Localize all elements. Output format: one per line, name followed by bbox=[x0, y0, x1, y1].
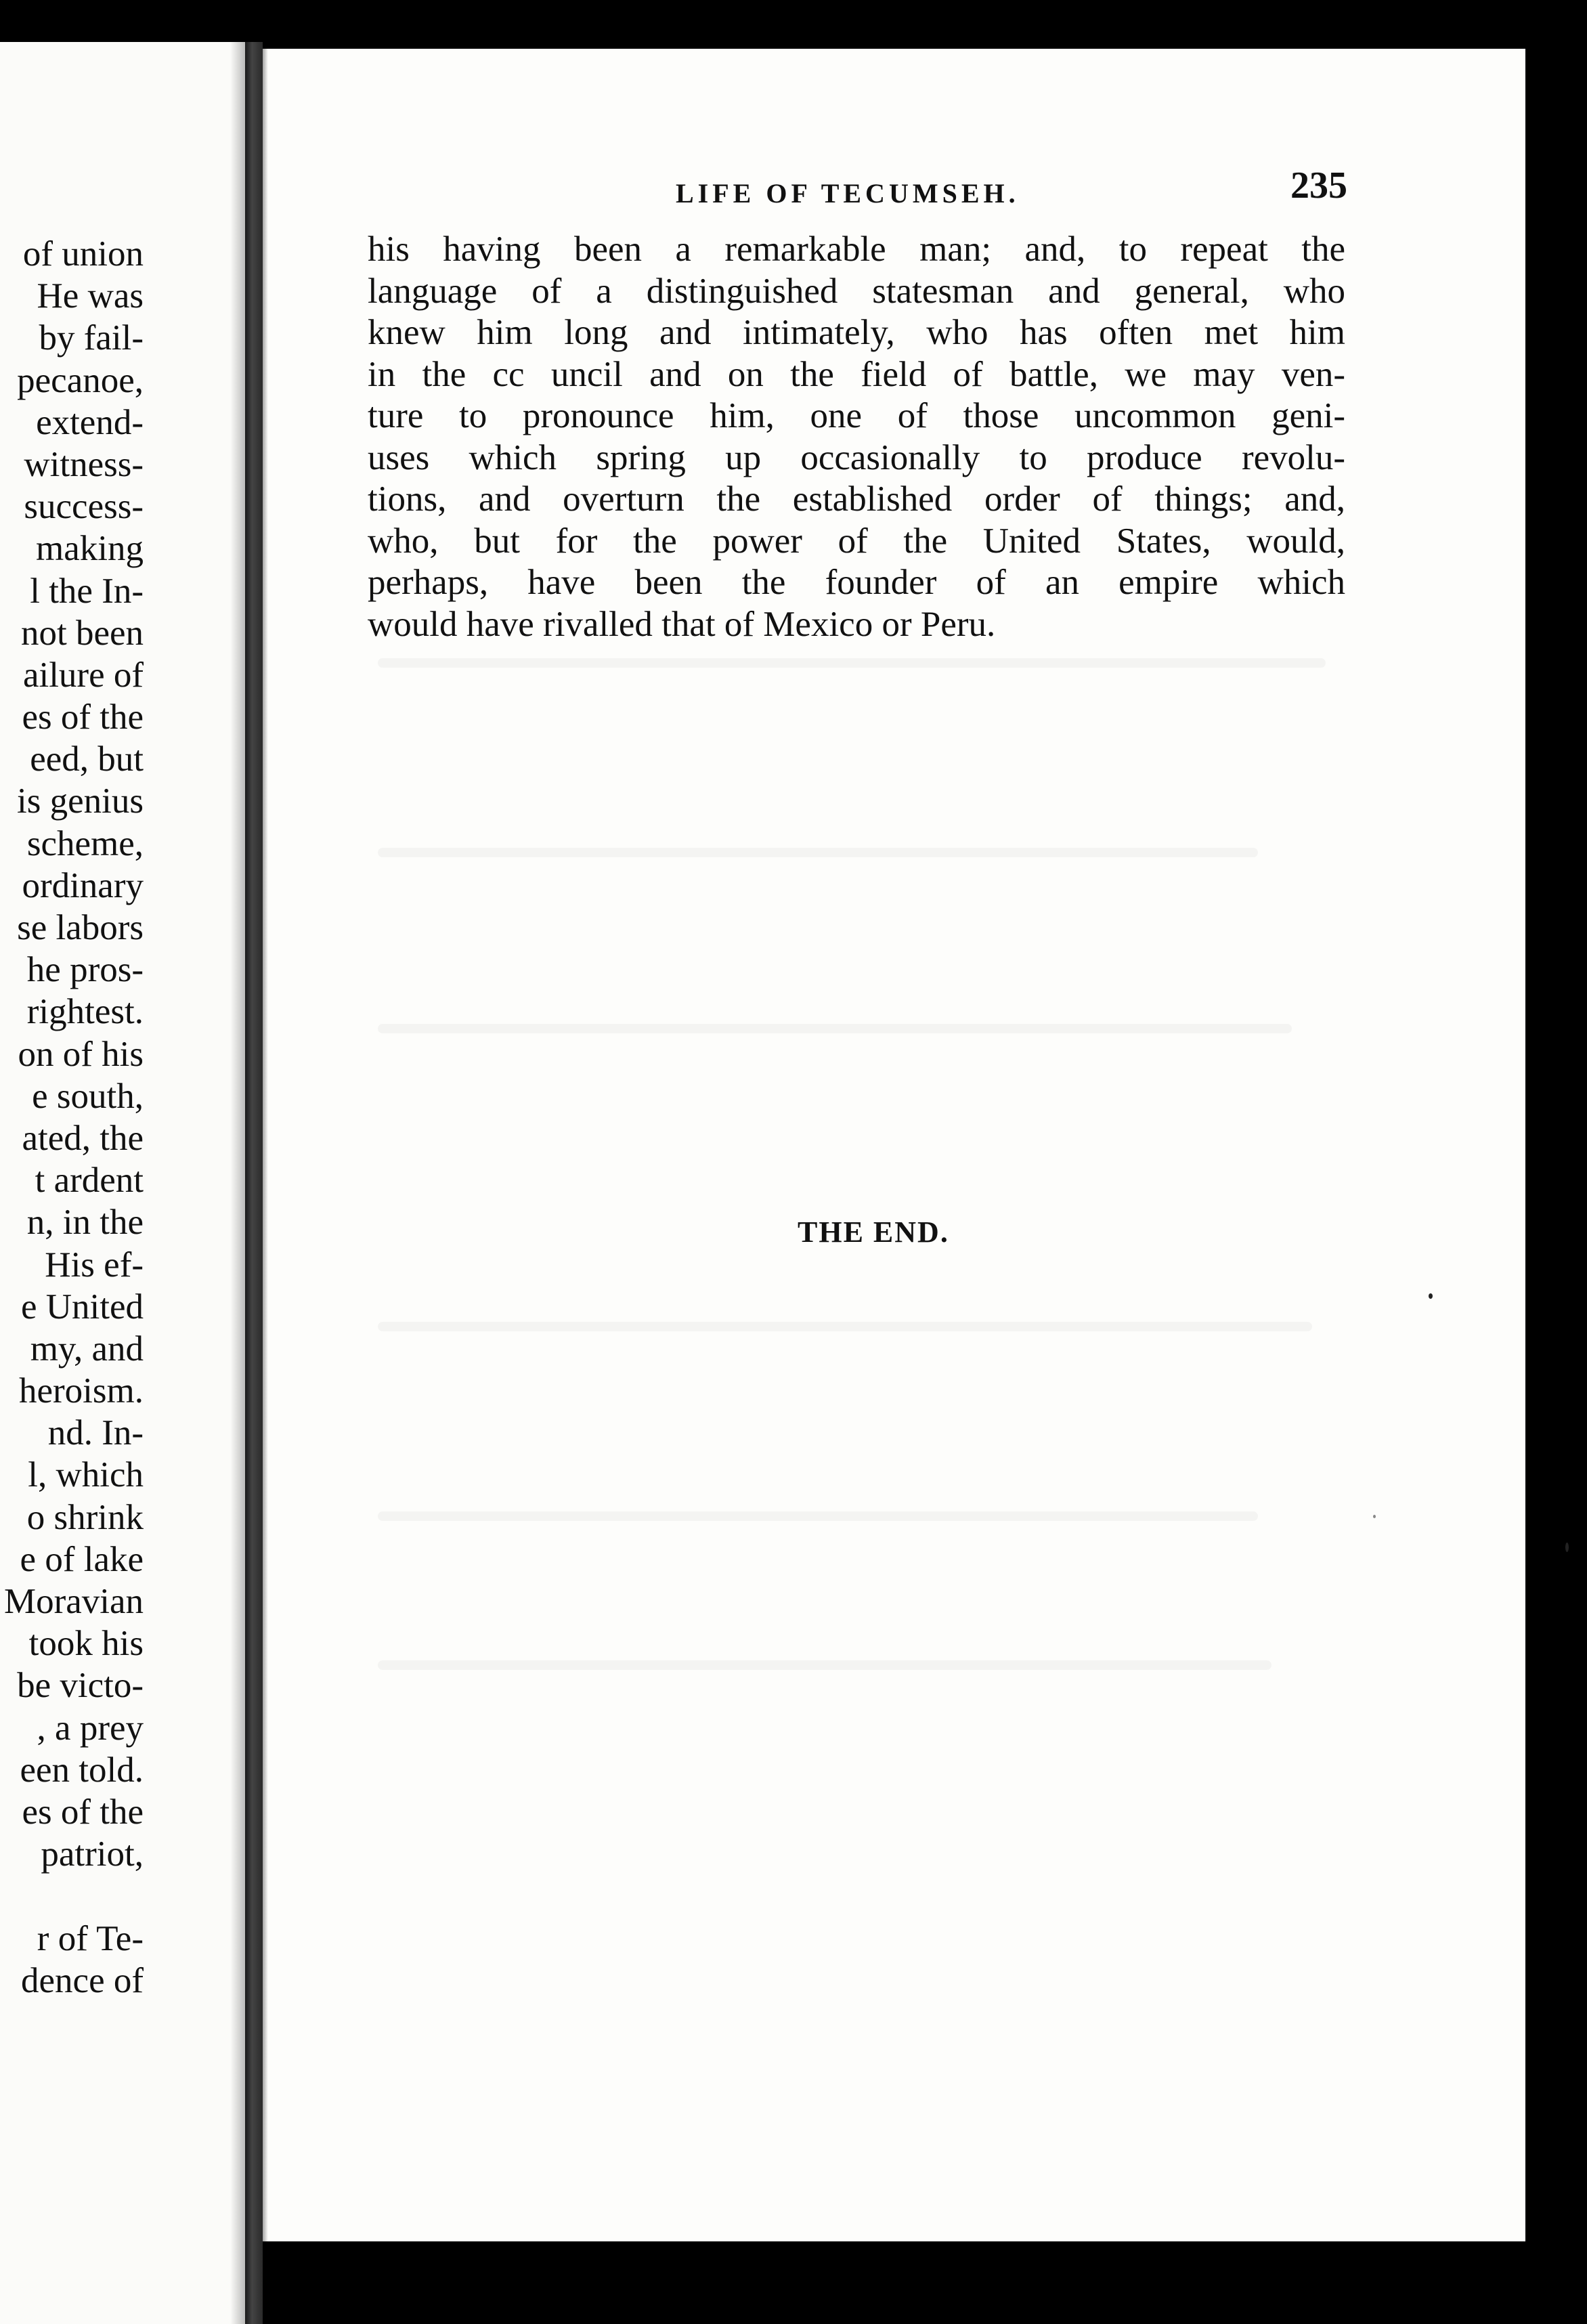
left-line: His ef- bbox=[45, 1245, 144, 1285]
left-line: ordinary bbox=[22, 865, 144, 905]
body-line: tions, and overturn the established order of things; and, bbox=[368, 479, 1345, 519]
left-line: es of the bbox=[22, 1792, 144, 1832]
left-line: scheme, bbox=[26, 823, 144, 863]
left-line: of union bbox=[22, 234, 144, 274]
left-line: o shrink bbox=[26, 1497, 144, 1537]
left-line: t ardent bbox=[35, 1161, 144, 1201]
left-line: e United bbox=[20, 1287, 144, 1327]
body-line: who, but for the power of the United States, would, bbox=[368, 521, 1345, 561]
body-line: uses which spring up occasionally to produce revolu- bbox=[368, 437, 1345, 477]
dust-speck bbox=[1429, 1293, 1433, 1299]
left-line: extend- bbox=[36, 402, 144, 442]
book-spine bbox=[245, 42, 263, 2324]
left-line: patriot, bbox=[41, 1834, 144, 1874]
show-through-line bbox=[378, 848, 1258, 857]
left-line: l the In- bbox=[30, 571, 144, 611]
running-head: LIFE OF TECUMSEH. bbox=[676, 178, 1020, 209]
left-line: een told. bbox=[20, 1750, 144, 1790]
left-line: is genius bbox=[17, 781, 144, 821]
the-end-mark: THE END. bbox=[798, 1215, 949, 1249]
body-text bbox=[368, 229, 1345, 645]
left-line: r of Te- bbox=[37, 1918, 144, 1958]
left-line: he pros- bbox=[26, 950, 144, 990]
left-line: rightest. bbox=[26, 992, 144, 1032]
left-line: pecanoe, bbox=[17, 360, 144, 400]
left-line: ailure of bbox=[22, 655, 144, 695]
show-through-line bbox=[378, 1322, 1312, 1331]
left-line: He was bbox=[37, 276, 144, 316]
left-line: making bbox=[36, 529, 144, 569]
show-through-line bbox=[378, 658, 1326, 668]
left-line: l, which bbox=[28, 1455, 144, 1495]
show-through-line bbox=[378, 1511, 1258, 1521]
left-line: se labors bbox=[17, 908, 144, 947]
page-number: 235 bbox=[1290, 165, 1347, 207]
show-through-line bbox=[378, 1024, 1292, 1033]
left-line: Moravian bbox=[3, 1582, 144, 1621]
left-line: not been bbox=[20, 613, 144, 653]
left-line: my, and bbox=[30, 1329, 144, 1369]
left-line: witness- bbox=[24, 444, 144, 484]
body-line: would have rivalled that of Mexico or Peru. bbox=[368, 604, 996, 644]
left-line: on of his bbox=[18, 1034, 144, 1074]
left-line: ated, the bbox=[22, 1118, 144, 1158]
right-page bbox=[263, 49, 1525, 2241]
left-line: nd. In- bbox=[47, 1413, 144, 1453]
left-line: be victo- bbox=[17, 1666, 144, 1706]
left-line: success- bbox=[24, 487, 144, 527]
left-line: by fail- bbox=[39, 318, 144, 358]
gutter-shadow bbox=[230, 42, 245, 2324]
dust-speck bbox=[1565, 1543, 1569, 1552]
left-line: es of the bbox=[22, 697, 144, 737]
left-line: , a prey bbox=[37, 1708, 144, 1748]
left-line: heroism. bbox=[19, 1371, 144, 1411]
body-line: language of a distinguished statesman and general, who bbox=[368, 271, 1345, 311]
body-line: perhaps, have been the founder of an empire which bbox=[368, 563, 1345, 602]
show-through-line bbox=[378, 1660, 1271, 1670]
body-line: knew him long and intimately, who has often met him bbox=[368, 313, 1345, 352]
body-line: his having been a remarkable man; and, to repeat the bbox=[368, 230, 1345, 269]
left-line: took his bbox=[28, 1624, 144, 1664]
body-line: ture to pronounce him, one of those uncommon geni- bbox=[368, 396, 1345, 435]
page-edge-shadow bbox=[263, 49, 268, 2241]
dust-speck bbox=[1373, 1515, 1376, 1518]
left-line: dence of bbox=[21, 1960, 144, 2000]
left-line: eed, but bbox=[30, 739, 144, 779]
left-line: e of lake bbox=[20, 1539, 144, 1579]
left-page bbox=[0, 42, 245, 2324]
left-page-text bbox=[4, 233, 144, 2002]
left-line: n, in the bbox=[26, 1203, 144, 1243]
left-line bbox=[4, 1875, 144, 1917]
body-line: in the cc uncil and on the field of battle, we may ven- bbox=[368, 354, 1345, 394]
left-line: e south, bbox=[32, 1076, 144, 1116]
